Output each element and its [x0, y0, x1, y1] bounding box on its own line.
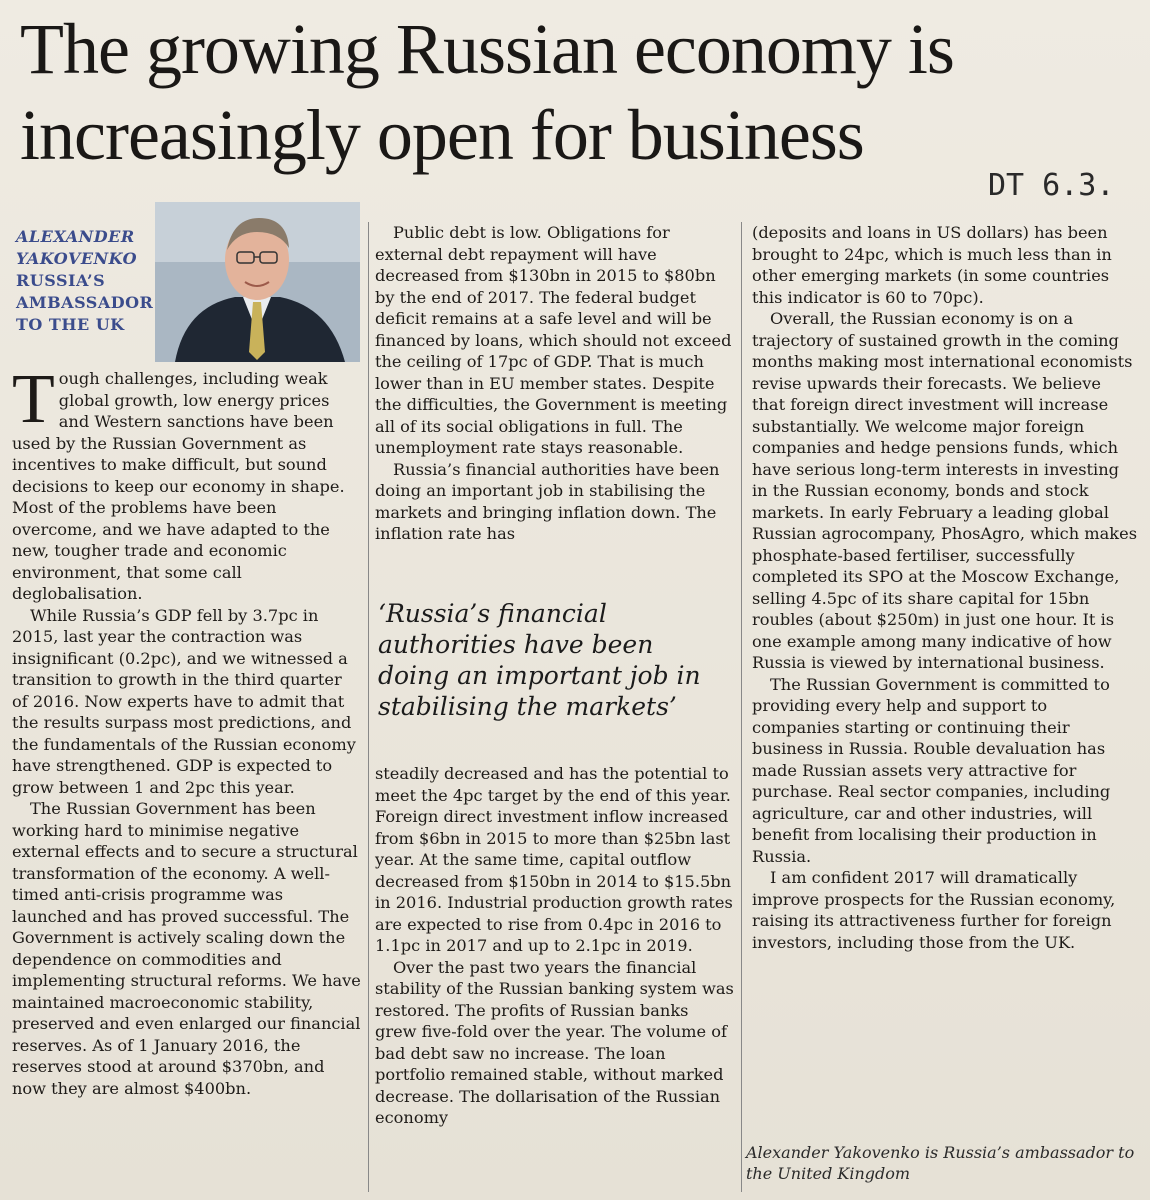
byline-name-first: ALEXANDER	[16, 227, 135, 246]
byline-role-1: RUSSIA’S	[16, 271, 106, 290]
byline	[16, 226, 176, 336]
author-signature: Alexander Yakovenko is Russia’s ambassador to the United Kingdom	[746, 1143, 1135, 1183]
portrait-illustration	[155, 202, 360, 362]
paragraph: steadily decreased and has the potential to meet the 4pc target by the end of this year. Foreign direct investment inflow increased from $6bn in 2015 to more than $25bn last year. At the same time, capital outflow decreased from $150bn in 2014 to $15.5bn in 2016. Industrial production growth rates are expected to rise from 0.4pc in 2016 to 1.1pc in 2017 and up to 2.1pc in 2019.	[375, 764, 733, 955]
paragraph: The Russian Government is committed to providing every help and support to companies starting or continuing their business in Russia. Rouble devaluation has made Russian assets very attractive for purchase. Real sector companies, including agriculture, car and other industries, will benefit from localising their production in Russia.	[752, 674, 1111, 866]
column-divider-1	[368, 222, 369, 1192]
drop-cap: T	[12, 361, 55, 438]
column-3	[752, 222, 1137, 953]
column-1	[12, 361, 362, 1099]
column-2-bottom	[375, 763, 735, 1129]
pull-quote: ‘Russia’s financial authorities have been doing an important job in stabilising the markets’	[378, 599, 701, 721]
paragraph: I am confident 2017 will dramatically improve prospects for the Russian economy, raising its attractiveness further for foreign investors, including those from the UK.	[752, 868, 1116, 952]
author-portrait	[155, 202, 360, 362]
column-2-top	[375, 222, 735, 545]
paragraph: Over the past two years the financial stability of the Russian banking system was restored. The profits of Russian banks grew five-fold over the year. The volume of bad debt saw no increase. The loan portfolio remained stable, without marked decrease. The dollarisation of the Russian economy	[375, 957, 734, 1127]
paragraph: Overall, the Russian economy is on a trajectory of sustained growth in the coming months making most international economists revise upwards their forecasts. We believe that foreign direct investment will increase substantially. We welcome major foreign companies and hedge pensions funds, which have serious long-term interests in investing in the Russian economy, bonds and stock markets. In early February a leading global Russian agrocompany, PhosAgro, which makes phosphate-based fertiliser, successfully completed its SPO at the Moscow Exchange, selling 4.5pc of its share capital for 15bn roubles (about $250m) in just one hour. It is one example among many indicative of how Russia is viewed by international business.	[752, 309, 1137, 672]
column-divider-2	[741, 222, 742, 1192]
paragraph: The Russian Government has been working hard to minimise negative external effects and to secure a structural transformation of the economy. A well-timed anti-crisis programme was launched and has proved successful. The Government is actively scaling down the dependence on commodities and implementing structural reforms. We have maintained macroeconomic stability, preserved and even enlarged our financial reserves. As of 1 January 2016, the reserves stood at around $370bn, and now they are almost $400bn.	[12, 799, 361, 1098]
byline-role-2: AMBASSADOR	[16, 293, 154, 312]
handwritten-note: DT 6.3.	[988, 168, 1115, 203]
byline-name-last: YAKOVENKO	[16, 249, 138, 268]
byline-role-3: TO THE UK	[16, 315, 125, 334]
headline: The growing Russian economy is increasingly open for business	[20, 9, 954, 175]
paragraph: Public debt is low. Obligations for external debt repayment will have decreased from $130bn in 2015 to $80bn by the end of 2017. The federal budget deficit remains at a safe level and will be financed by loans, which should not exceed the ceiling of 17pc of GDP. That is much lower than in EU member states. Despite the difficulties, the Government is meeting all of its social obligations in full. The unemployment rate stays reasonable.	[375, 223, 732, 457]
paragraph: Russia’s financial authorities have been doing an important job in stabilising the markets and bringing inflation down. The inflation rate has	[375, 459, 720, 543]
paragraph: (deposits and loans in US dollars) has been brought to 24pc, which is much less than in other emerging markets (in some countries this indicator is 60 to 70pc).	[752, 223, 1112, 307]
paragraph: While Russia’s GDP fell by 3.7pc in 2015, last year the contraction was insignificant (0.2pc), and we witnessed a transition to growth in the third quarter of 2016. Now experts have to admit that the results surpass most predictions, and the fundamentals of the Russian economy have strengthened. GDP is expected to grow between 1 and 2pc this year.	[12, 605, 356, 797]
paragraph: Tough challenges, including weak global growth, low energy prices and Western sanctions have been used by the Russian Government as incentives to make difficult, but sound decisions to keep our economy in shape. Most of the problems have been overcome, and we have adapted to the new, tougher trade and economic environment, that some call deglobalisation.	[12, 361, 345, 603]
